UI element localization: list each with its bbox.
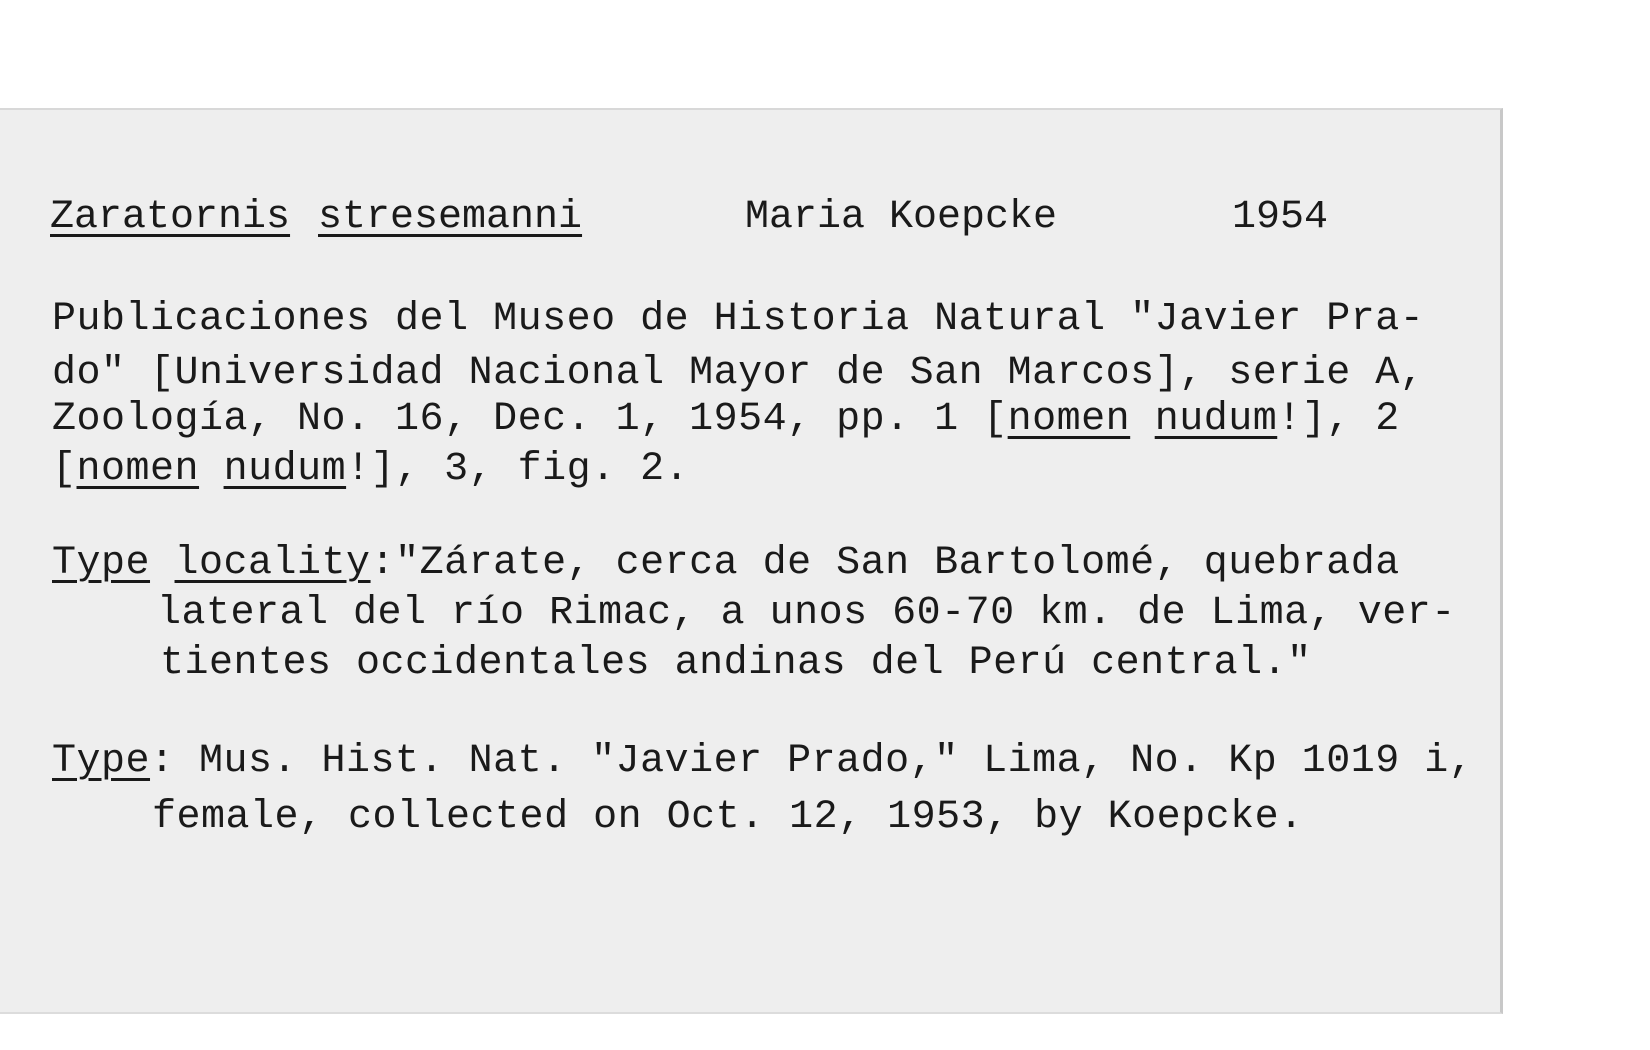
- type-line-1: Type: Mus. Hist. Nat. "Javier Prado," Lima, No. Kp 1019 i,: [52, 739, 1474, 784]
- citation-line-3: Zoología, No. 16, Dec. 1, 1954, pp. 1 [nomen nudum!], 2: [52, 397, 1400, 442]
- publication-year: 1954: [1232, 195, 1329, 240]
- type-label: Type: [52, 739, 151, 784]
- citation-line-4: [nomen nudum!], 3, fig. 2.: [52, 447, 690, 492]
- index-card: [0, 108, 1503, 1014]
- type-locality-label: Type: [52, 541, 151, 586]
- citation-line-2: do" [Universidad Nacional Mayor de San Marcos], serie A,: [52, 351, 1425, 396]
- type-line-2: female, collected on Oct. 12, 1953, by Koepcke.: [152, 795, 1304, 840]
- citation-line-1: Publicaciones del Museo de Historia Natural "Javier Pra-: [52, 297, 1425, 342]
- type-locality-line-3: tientes occidentales andinas del Perú central.": [160, 641, 1312, 686]
- type-locality-line-1: Type locality:"Zárate, cerca de San Bartolomé, quebrada: [52, 541, 1400, 586]
- species-name: stresemanni: [318, 195, 583, 240]
- genus-name: Zaratornis: [50, 195, 291, 240]
- author-name: Maria Koepcke: [745, 195, 1058, 240]
- type-locality-line-2: lateral del río Rimac, a unos 60-70 km. de Lima, ver-: [157, 591, 1456, 636]
